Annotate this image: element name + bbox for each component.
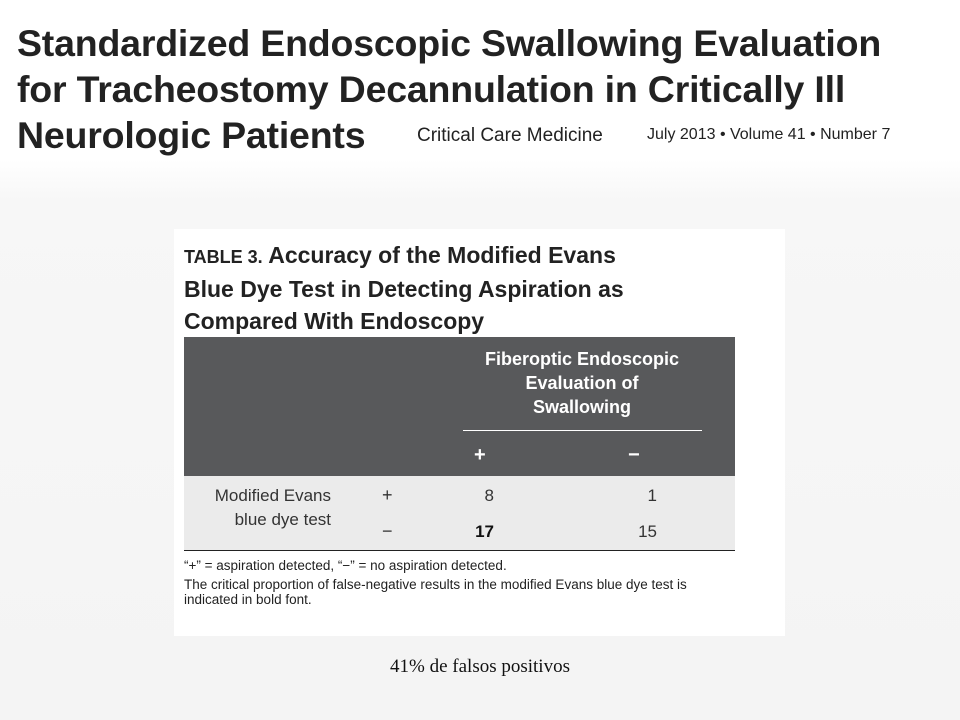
row-label: Modified Evans blue dye test [214, 486, 331, 529]
row-sign-positive: + [382, 485, 393, 505]
table-title: Accuracy of the Modified Evans Blue Dye Test in Detecting Aspiration as Compared With Endoscopy [184, 242, 624, 334]
slide-caption: 41% de falsos positivos [390, 656, 570, 677]
article-title: Standardized Endoscopic Swallowing Evaluation for Tracheostomy Decannulation in Critically Ill Neurologic Patients [17, 22, 882, 156]
column-header-positive: + [474, 444, 486, 466]
footnote: The critical proportion of false-negative results in the modified Evans blue dye test is indicated in bold font. [184, 577, 687, 607]
table-cell: 1 [647, 486, 657, 505]
slide-header [0, 0, 960, 160]
table-cell: 8 [484, 486, 494, 505]
table-number: TABLE 3. [184, 247, 263, 267]
table-body [184, 476, 735, 551]
table-footnotes [184, 558, 744, 611]
table-cell: 15 [638, 522, 657, 541]
table-header [184, 337, 735, 476]
header-divider [463, 430, 702, 431]
row-sign-negative: − [382, 521, 393, 541]
journal-name: Critical Care Medicine [417, 125, 603, 146]
journal-issue: July 2013 • Volume 41 • Number 7 [647, 126, 891, 143]
table-figure [174, 229, 785, 636]
table-heading [184, 239, 744, 337]
column-header-negative: − [628, 444, 640, 466]
column-group-header: Fiberoptic Endoscopic Evaluation of Swallowing [484, 349, 680, 417]
footnote: “+” = aspiration detected, “−” = no aspiration detected. [184, 558, 507, 573]
table-cell-false-negative: 17 [475, 522, 494, 541]
